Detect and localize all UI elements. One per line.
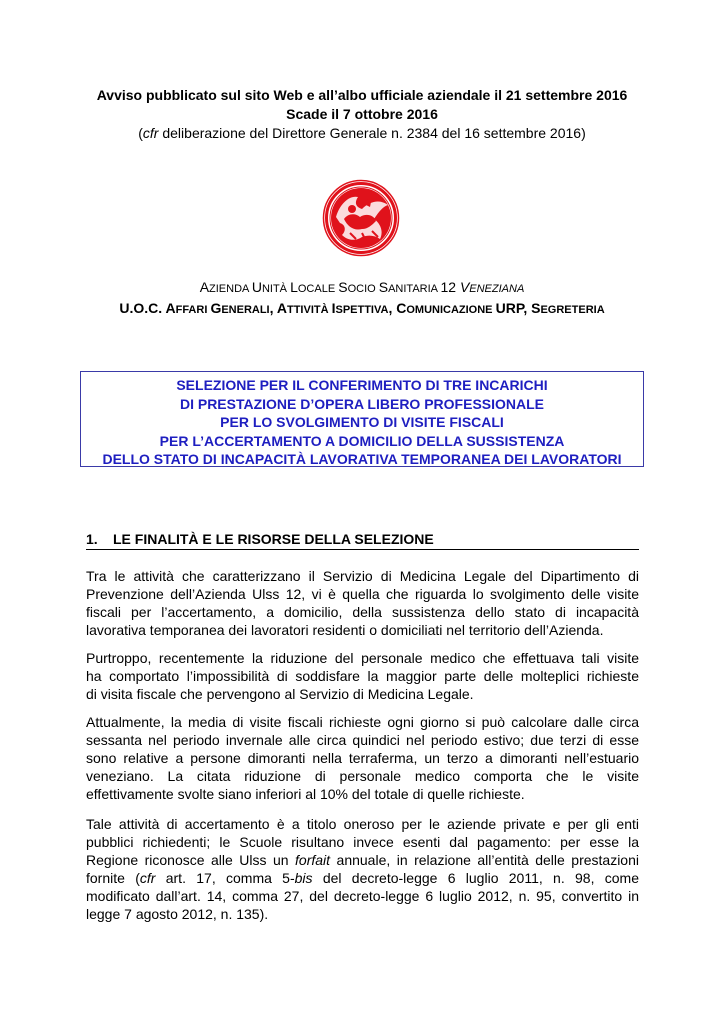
paragraph-line [86,749,639,767]
paragraph-line [86,567,639,585]
title-line: PER LO SVOLGIMENTO DI VISITE FISCALI [220,414,504,430]
text-run: U [251,279,262,295]
text-run: , A [269,300,287,316]
paragraph-line [86,815,639,833]
text-run: sono relative a persone dimoranti nella terraferma, un terzo a dimoranti nell’estuario [86,750,639,766]
text-run: OCIO [347,283,379,295]
text-run: ANITARIA [388,283,441,295]
text-run: S [378,279,389,295]
paragraph-line [86,833,639,851]
text-run: , C [388,300,407,316]
text-run: fiscali per l’accertamento, a domicilio, della sussistenza dello stato di incapacità [86,604,639,620]
text-run: I [331,300,336,316]
text-run: bis [294,870,313,886]
paragraph-line [86,649,639,667]
text-run: lavorativa temporanea dei lavoratori residenti o domiciliati nel territorio dell’Azienda. [86,622,604,638]
paragraph-line [86,685,639,703]
text-run: ENEZIANA [469,283,525,295]
title-line: DI PRESTAZIONE D’OPERA LIBERO PROFESSIONALE [179,395,545,412]
title-line: SELEZIONE PER IL CONFERIMENTO DI TRE INCARICHI [176,377,548,393]
selection-title-box [80,371,644,467]
paragraph-line [86,667,639,685]
organization-header [0,278,724,320]
text-run: V [459,279,470,295]
paragraph-line [86,869,639,887]
section-title: LE FINALITÀ E LE RISORSE DELLA SELEZIONE [113,531,434,547]
text-run: TTIVITÀ [286,304,332,316]
text-run: EGRETERIA [540,304,605,316]
text-run: SPETTIVA [335,304,389,316]
paragraph-line [86,731,639,749]
text-run: Prevenzione dell’Azienda Ulss 12, vi è quella che riguarda lo svolgimento delle visite [86,586,639,602]
text-run: OCALE [297,283,339,295]
text-run: 12 [440,279,460,295]
paragraph-line [86,713,639,731]
organization-unit [0,299,724,320]
deliberation-reference: (cfr deliberazione del Direttore Generale n. 2384 del 16 settembre 2016) [138,125,586,141]
text-run: annuale, in relazione all’entità delle prestazioni [330,852,639,868]
text-run: cfr [139,870,156,886]
org-line-2 [119,300,605,316]
text-run: Regione riconosce alle Ulss un [86,852,296,868]
text-run: ENERALI [221,304,270,316]
text-run: veneziano. La citata riduzione di personale medico comporta che le visite [86,768,639,784]
publication-date-line: Avviso pubblicato sul sito Web e all’albo ufficiale aziendale il 21 settembre 2016 [96,87,628,103]
text-run: pubblici richiedenti; le Scuole risultano invece esenti dal pagamento: per esse la [86,834,639,850]
text-run: sessanta nel periodo invernale alle circa quindici nel periodo estivo; due terzi di esse [86,732,639,748]
deadline-line: Scade il 7 ottobre 2016 [286,106,438,122]
paragraph-line [86,851,639,869]
text-run: di visita fiscale che pervengono al Servizio di Medicina Legale. [86,686,474,702]
text-run: ha comportato l’impossibilità di soddisfare la maggior parte delle molteplici richieste [86,668,639,684]
paragraph-line [86,585,639,603]
org-line-1 [199,279,525,295]
paragraph-line [86,785,639,803]
text-run: G [210,300,222,316]
text-run: S [338,279,348,295]
paragraph-line [86,603,639,621]
text-run: URP, S [495,300,541,316]
text-run: Purtroppo, recentemente la riduzione del personale medico che effettuava tali visite [86,650,639,666]
paragraph-line [86,887,639,905]
section-number: 1. [86,531,98,547]
text-run: forfait [295,852,331,868]
text-run: modificato dall’art. 14, comma 27, del decreto-legge 6 luglio 2012, n. 95, convertito in [86,888,639,904]
paragraph [86,815,639,923]
text-run: legge 7 agosto 2012, n. 135). [86,906,269,922]
text-run: del decreto-legge 6 luglio 2011, n. 98, come [312,870,640,886]
paragraph [86,713,639,803]
title-line: DELLO STATO DI INCAPACITÀ LAVORATIVA TEMPORANEA DEI LAVORATORI [102,451,622,467]
text-run: Tra le attività che caratterizzano il Servizio di Medicina Legale del Dipartimento di [86,568,639,584]
paragraph-line [86,767,639,785]
paragraph [86,567,639,639]
text-run: Tale attività di accertamento è a titolo oneroso per le aziende private e per gli enti [86,816,639,832]
text-run: L [290,279,298,295]
text-run: U.O.C. A [119,300,176,316]
organization-name [0,278,724,299]
lion-of-venice-seal-icon [322,179,400,257]
title-line: PER L’ACCERTAMENTO A DOMICILIO DELLA SUSSISTENZA [159,432,565,449]
section-heading [86,530,639,550]
text-run: ZIENDA [209,283,252,295]
paragraph [86,649,639,703]
paragraph-line [86,621,639,639]
text-run: FFARI [175,304,211,316]
text-run: NITÀ [261,283,291,295]
publication-header [0,86,724,143]
text-run: OMUNICAZIONE [406,304,496,316]
text-run: fornite ( [86,870,140,886]
text-run: art. 17, comma 5- [155,870,295,886]
text-run: A [199,279,210,295]
paragraph-line [86,905,639,923]
text-run: effettivamente svolte siano inferiori al 10% del totale di quelle richieste. [86,786,525,802]
text-run: Attualmente, la media di visite fiscali richieste ogni giorno si può calcolare dalle circa [86,714,639,730]
